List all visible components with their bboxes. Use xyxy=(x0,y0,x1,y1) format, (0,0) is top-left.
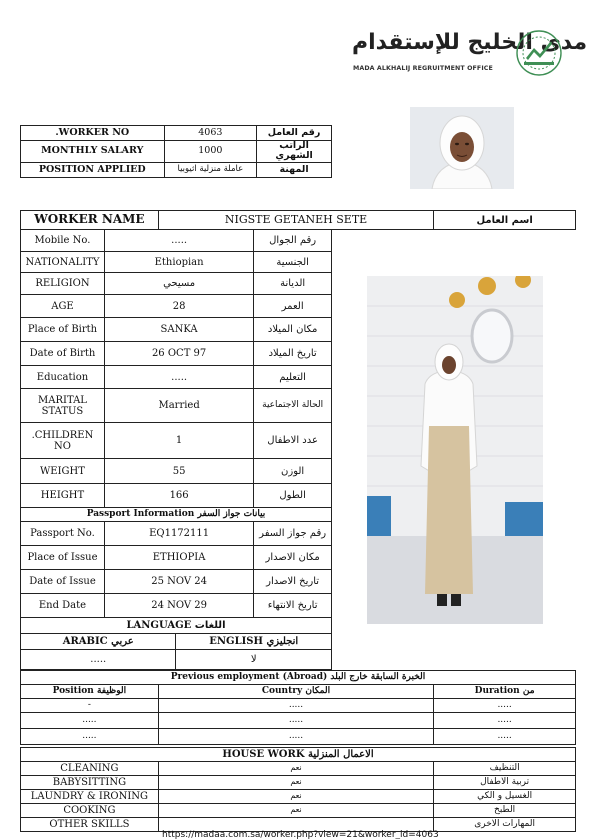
logo-mark-icon xyxy=(514,28,564,78)
skill-value: نعم xyxy=(158,762,433,776)
language-title-ar: اللغات xyxy=(194,620,226,631)
table-cell: ..... xyxy=(434,699,576,713)
table-row xyxy=(21,484,332,508)
detail-arabic-label: عدد الاطفال xyxy=(254,423,332,459)
detail-arabic-label: مكان الميلاد xyxy=(254,318,332,342)
table-cell: ..... xyxy=(158,713,433,729)
detail-arabic-label: الجنسية xyxy=(254,252,332,273)
table-cell: ..... xyxy=(434,713,576,729)
previous-employment-title: Previous employment (Abroad) الخبرة السابقة خارج البلد xyxy=(21,671,576,685)
worker-name-value: NIGSTE GETANEH SETE xyxy=(158,211,433,230)
worker-details-table xyxy=(20,229,332,618)
detail-arabic-label: الطول xyxy=(254,484,332,508)
table-row xyxy=(21,252,332,273)
detail-label: .CHILDREN NO xyxy=(21,423,105,459)
table-cell: ..... xyxy=(21,713,159,729)
detail-label: Education xyxy=(21,366,105,389)
skill-arabic-label: الطبخ xyxy=(434,804,576,818)
detail-arabic-label: الحالة الاجتماعية xyxy=(254,389,332,423)
language-title xyxy=(21,618,332,634)
worker-no-label: .WORKER NO xyxy=(21,126,165,141)
table-row xyxy=(21,776,576,790)
worker-portrait-photo xyxy=(410,107,514,189)
table-cell: ..... xyxy=(158,699,433,713)
table-cell: ..... xyxy=(434,729,576,745)
footer-url: https://madaa.com.sa/worker.php?view=21&worker_id=4063 xyxy=(162,830,439,839)
skill-label: LAUNDRY & IRONING xyxy=(21,790,159,804)
table-row xyxy=(21,318,332,342)
skill-value: نعم xyxy=(158,790,433,804)
table-cell: ..... xyxy=(21,729,159,745)
detail-arabic-label: الوزن xyxy=(254,459,332,484)
worker-full-photo xyxy=(367,276,543,624)
detail-label: HEIGHT xyxy=(21,484,105,508)
table-row xyxy=(21,230,332,252)
detail-label: RELIGION xyxy=(21,273,105,295)
detail-arabic-label: رقم الجوال xyxy=(254,230,332,252)
worker-name-table xyxy=(20,210,576,230)
table-row xyxy=(21,546,332,570)
table-row xyxy=(21,273,332,295)
detail-value: 166 xyxy=(104,484,253,508)
passport-value: EQ1172111 xyxy=(104,522,253,546)
passport-arabic-label: رقم جواز السفر xyxy=(254,522,332,546)
detail-value: 28 xyxy=(104,295,253,318)
passport-label: Place of Issue xyxy=(21,546,105,570)
table-row xyxy=(21,522,332,546)
detail-value: 26 OCT 97 xyxy=(104,342,253,366)
skill-arabic-label: التنظيف xyxy=(434,762,576,776)
table-row xyxy=(21,423,332,459)
salary-value: 1000 xyxy=(164,141,257,163)
arabic-language-label: ARABIC عربي xyxy=(21,634,176,650)
skill-label: CLEANING xyxy=(21,762,159,776)
table-row xyxy=(21,459,332,484)
detail-value: Married xyxy=(104,389,253,423)
position-arabic-label: المهنة xyxy=(257,162,332,177)
detail-value: 55 xyxy=(104,459,253,484)
company-logo xyxy=(350,28,588,80)
table-row xyxy=(21,729,576,745)
detail-label: AGE xyxy=(21,295,105,318)
detail-arabic-label: التعليم xyxy=(254,366,332,389)
worker-name-label: WORKER NAME xyxy=(21,211,159,230)
skill-arabic-label: تربية الاطفال xyxy=(434,776,576,790)
passport-arabic-label: تاريخ الاصدار xyxy=(254,570,332,594)
passport-label: End Date xyxy=(21,594,105,618)
worker-summary-table xyxy=(20,125,332,178)
detail-arabic-label: العمر xyxy=(254,295,332,318)
salary-label: MONTHLY SALARY xyxy=(21,141,165,163)
table-row xyxy=(21,295,332,318)
duration-header: Duration من xyxy=(434,685,576,699)
detail-label: NATIONALITY xyxy=(21,252,105,273)
english-language-label: ENGLISH انجليزي xyxy=(176,634,332,650)
table-row xyxy=(21,342,332,366)
language-table xyxy=(20,617,332,670)
detail-value: Ethiopian xyxy=(104,252,253,273)
table-row xyxy=(21,366,332,389)
english-language-value: لا xyxy=(176,650,332,670)
housework-title: HOUSE WORK الاعمال المنزلية xyxy=(21,748,576,762)
passport-title-row xyxy=(21,508,332,522)
passport-arabic-label: تاريخ الانتهاء xyxy=(254,594,332,618)
worker-name-arabic-label: اسم العامل xyxy=(434,211,576,230)
detail-value: ..... xyxy=(104,366,253,389)
worker-no-value: 4063 xyxy=(164,126,257,141)
skill-arabic-label: المهارات الاخرى xyxy=(434,818,576,832)
salary-arabic-label: الراتب الشهري xyxy=(257,141,332,163)
table-row xyxy=(21,790,576,804)
detail-value: 1 xyxy=(104,423,253,459)
detail-label: MARITAL STATUS xyxy=(21,389,105,423)
previous-employment-table xyxy=(20,670,576,745)
table-row xyxy=(21,762,576,776)
table-cell: - xyxy=(21,699,159,713)
country-header: Country المكان xyxy=(158,685,433,699)
housework-table xyxy=(20,747,576,832)
passport-label: Date of Issue xyxy=(21,570,105,594)
detail-label: WEIGHT xyxy=(21,459,105,484)
passport-arabic-label: مكان الاصدار xyxy=(254,546,332,570)
logo-arabic-text: مدى الخليج للإستقدام xyxy=(352,30,588,55)
skill-label: OTHER SKILLS xyxy=(21,818,159,832)
detail-value: SANKA xyxy=(104,318,253,342)
language-title-en: LANGUAGE xyxy=(126,620,192,631)
worker-no-arabic-label: رقم العامل xyxy=(257,126,332,141)
logo-english-text: MADA ALKHALIJ REGRUITMENT OFFICE xyxy=(353,65,493,72)
skill-label: BABYSITTING xyxy=(21,776,159,790)
passport-value: ETHIOPIA xyxy=(104,546,253,570)
detail-value: ..... xyxy=(104,230,253,252)
detail-label: Place of Birth xyxy=(21,318,105,342)
passport-value: 24 NOV 29 xyxy=(104,594,253,618)
arabic-language-value: ..... xyxy=(21,650,176,670)
detail-value: مسيحي xyxy=(104,273,253,295)
detail-arabic-label: الديانة xyxy=(254,273,332,295)
table-row xyxy=(21,699,576,713)
position-label: POSITION APPLIED xyxy=(21,162,165,177)
table-row xyxy=(21,570,332,594)
detail-label: Date of Birth xyxy=(21,342,105,366)
passport-value: 25 NOV 24 xyxy=(104,570,253,594)
position-value: عاملة منزلية اثيوبيا xyxy=(164,162,257,177)
table-cell: ..... xyxy=(158,729,433,745)
skill-label: COOKING xyxy=(21,804,159,818)
skill-value: نعم xyxy=(158,776,433,790)
detail-arabic-label: تاريخ الميلاد xyxy=(254,342,332,366)
skill-value: نعم xyxy=(158,804,433,818)
table-row xyxy=(21,804,576,818)
passport-label: Passport No. xyxy=(21,522,105,546)
table-row xyxy=(21,389,332,423)
position-header: Position الوظيفة xyxy=(21,685,159,699)
skill-arabic-label: الغسيل و الكي xyxy=(434,790,576,804)
table-row xyxy=(21,713,576,729)
passport-section-title: Passport Information بيانات جواز السفر xyxy=(21,508,332,522)
detail-label: Mobile No. xyxy=(21,230,105,252)
table-row xyxy=(21,594,332,618)
